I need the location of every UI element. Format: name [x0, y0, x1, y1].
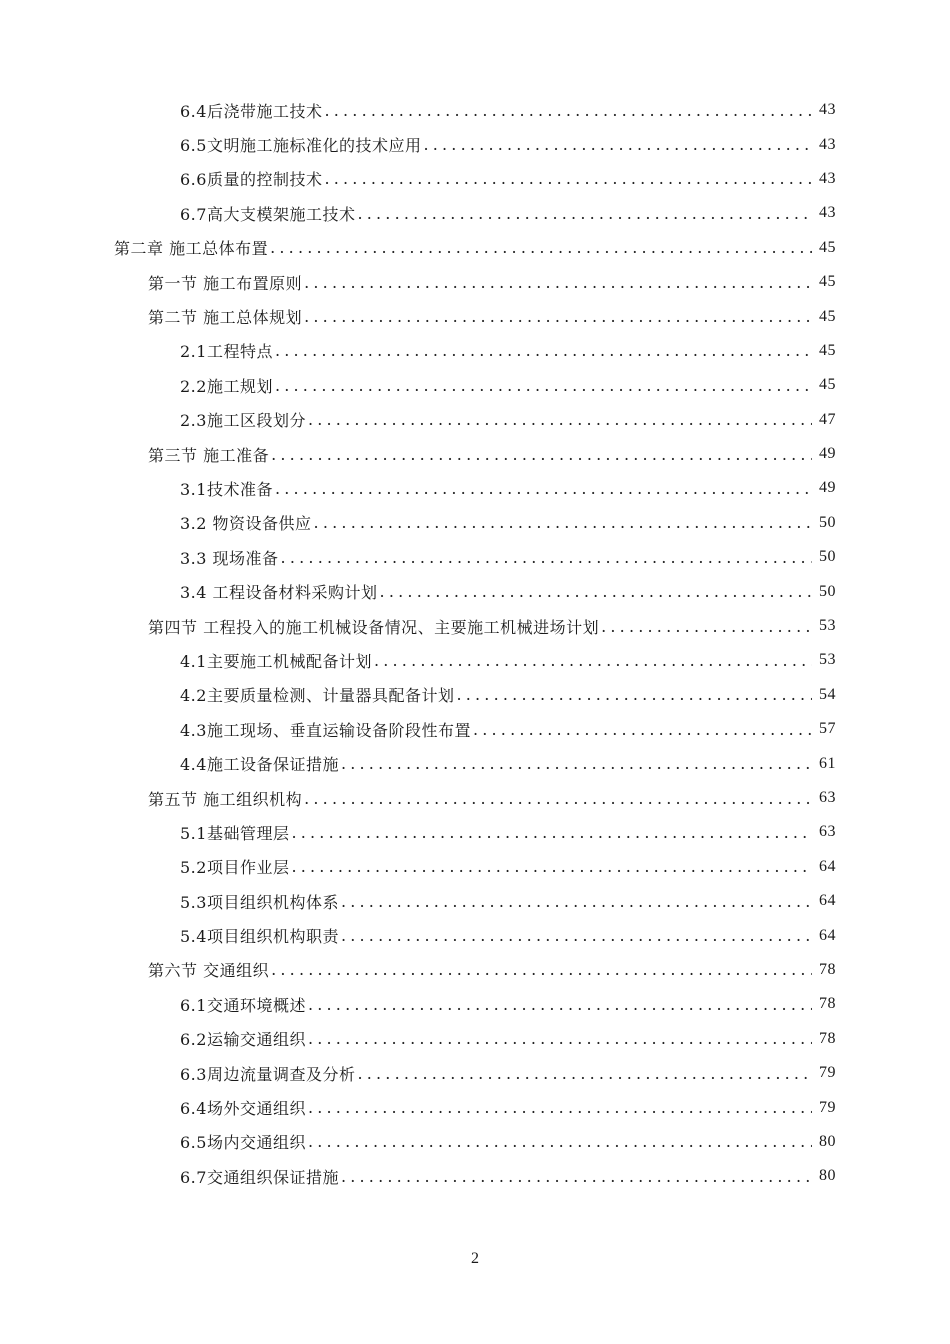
toc-entry-page: 50 — [819, 513, 836, 531]
toc-entry[interactable] — [0, 574, 950, 608]
toc-entry-title: 4.4施工设备保证措施 — [180, 755, 339, 775]
toc-entry-title: 5.2项目作业层 — [180, 858, 290, 878]
toc-entry-page: 43 — [819, 204, 836, 222]
toc-entry-page: 53 — [819, 617, 836, 635]
toc-entry[interactable] — [0, 609, 950, 643]
toc-dot-leader — [270, 238, 812, 257]
toc-entry-title: 2.2施工规划 — [180, 376, 273, 396]
toc-dot-leader — [357, 204, 812, 223]
toc-dot-leader — [275, 479, 812, 498]
toc-dot-leader — [423, 135, 812, 154]
toc-entry-title: 5.3项目组织机构体系 — [180, 892, 339, 912]
toc-entry-title: 6.3周边流量调查及分析 — [180, 1064, 356, 1084]
toc-dot-leader — [357, 1064, 812, 1083]
toc-entry-page: 45 — [819, 341, 836, 359]
toc-entry-page: 80 — [819, 1132, 836, 1150]
toc-entry-page: 53 — [819, 651, 836, 669]
toc-entry[interactable] — [0, 1125, 950, 1159]
toc-entry-title: 第四节 工程投入的施工机械设备情况、主要施工机械进场计划 — [148, 617, 600, 637]
toc-entry[interactable] — [0, 1090, 950, 1124]
toc-entry[interactable] — [0, 850, 950, 884]
toc-entry-page: 45 — [819, 376, 836, 394]
toc-entry-title: 第三节 施工准备 — [148, 445, 270, 465]
toc-dot-leader — [291, 857, 812, 876]
toc-entry-title: 6.5场内交通组织 — [180, 1133, 306, 1153]
toc-dot-leader — [341, 892, 812, 911]
toc-entry[interactable] — [0, 93, 950, 127]
toc-entry-title: 6.4后浇带施工技术 — [180, 101, 323, 121]
toc-entry-page: 79 — [819, 1064, 836, 1082]
toc-entry-title: 5.1基础管理层 — [180, 823, 290, 843]
toc-entry[interactable] — [0, 746, 950, 780]
toc-entry-title: 4.1主要施工机械配备计划 — [180, 651, 372, 671]
toc-entry[interactable] — [0, 1056, 950, 1090]
toc-entry-title: 6.7交通组织保证措施 — [180, 1167, 339, 1187]
toc-entry-page: 61 — [819, 754, 836, 772]
toc-entry-page: 49 — [819, 479, 836, 497]
toc-entry-title: 5.4项目组织机构职责 — [180, 927, 339, 947]
toc-dot-leader — [324, 169, 812, 188]
toc-entry[interactable] — [0, 162, 950, 196]
toc-entry[interactable] — [0, 987, 950, 1021]
toc-dot-leader — [341, 754, 812, 773]
toc-entry-page: 78 — [819, 995, 836, 1013]
toc-dot-leader — [291, 823, 812, 842]
toc-dot-leader — [456, 685, 812, 704]
toc-dot-leader — [308, 1098, 812, 1117]
toc-dot-leader — [275, 376, 812, 395]
toc-entry-page: 43 — [819, 169, 836, 187]
toc-entry[interactable] — [0, 1159, 950, 1193]
toc-entry-page: 63 — [819, 789, 836, 806]
toc-entry-title: 第一节 施工布置原则 — [148, 273, 303, 293]
toc-entry-page: 45 — [819, 307, 836, 325]
toc-entry[interactable] — [0, 403, 950, 437]
toc-entry-title: 6.1交通环境概述 — [180, 995, 306, 1015]
toc-dot-leader — [308, 1132, 812, 1151]
toc-entry-title: 3.3 现场准备 — [180, 548, 279, 568]
toc-entry[interactable] — [0, 884, 950, 918]
toc-entry[interactable] — [0, 815, 950, 849]
toc-entry-page: 64 — [819, 926, 836, 944]
toc-dot-leader — [304, 307, 812, 326]
toc-entry-title: 6.7高大支模架施工技术 — [180, 204, 356, 224]
toc-entry-title: 4.2主要质量检测、计量器具配备计划 — [180, 686, 455, 706]
toc-entry[interactable] — [0, 127, 950, 161]
toc-entry[interactable] — [0, 953, 950, 987]
toc-dot-leader — [308, 995, 812, 1014]
toc-dot-leader — [304, 273, 812, 292]
toc-entry[interactable] — [0, 643, 950, 677]
toc-dot-leader — [341, 926, 812, 945]
toc-entry[interactable] — [0, 712, 950, 746]
toc-entry[interactable] — [0, 918, 950, 952]
toc-dot-leader — [308, 1029, 812, 1048]
toc-entry-page: 80 — [819, 1167, 836, 1185]
toc-entry-title: 3.4 工程设备材料采购计划 — [180, 583, 378, 603]
toc-entry-title: 2.1工程特点 — [180, 342, 273, 362]
toc-dot-leader — [271, 960, 812, 979]
toc-entry-title: 3.1技术准备 — [180, 479, 273, 499]
toc-dot-leader — [374, 651, 812, 670]
toc-entry-title: 2.3施工区段划分 — [180, 411, 306, 431]
toc-dot-leader — [380, 582, 812, 601]
toc-entry[interactable] — [0, 368, 950, 402]
toc-entry[interactable] — [0, 299, 950, 333]
toc-entry-page: 64 — [819, 857, 836, 875]
toc-entry-title: 第二章 施工总体布置 — [114, 239, 269, 259]
toc-dot-leader — [601, 617, 812, 636]
toc-entry[interactable] — [0, 781, 950, 815]
page-number: 2 — [471, 1250, 479, 1267]
toc-entry-page: 43 — [819, 101, 836, 119]
toc-entry-page: 78 — [819, 1029, 836, 1047]
toc-entry[interactable] — [0, 540, 950, 574]
toc-entry-page: 64 — [819, 892, 836, 910]
toc-entry[interactable] — [0, 334, 950, 368]
toc-entry-page: 54 — [819, 685, 836, 703]
toc-entry[interactable] — [0, 196, 950, 230]
toc-entry[interactable] — [0, 678, 950, 712]
toc-entry[interactable] — [0, 471, 950, 505]
toc-entry-page: 47 — [819, 410, 836, 428]
toc-dot-leader — [271, 445, 812, 464]
table-of-contents — [0, 93, 950, 1194]
toc-entry-page: 45 — [819, 238, 836, 256]
toc-entry-page: 57 — [819, 720, 836, 738]
toc-entry[interactable] — [0, 231, 950, 265]
toc-dot-leader — [473, 720, 812, 739]
toc-entry-title: 4.3施工现场、垂直运输设备阶段性布置 — [180, 720, 471, 740]
toc-entry-title: 6.4场外交通组织 — [180, 1099, 306, 1119]
toc-entry-page: 43 — [819, 135, 836, 153]
toc-entry-title: 第五节 施工组织机构 — [148, 789, 303, 809]
toc-entry-title: 3.2 物资设备供应 — [180, 514, 312, 534]
toc-dot-leader — [314, 513, 812, 532]
toc-entry[interactable] — [0, 265, 950, 299]
toc-entry-page: 50 — [819, 548, 836, 566]
toc-entry[interactable] — [0, 1022, 950, 1056]
toc-dot-leader — [275, 341, 812, 360]
toc-entry-page: 79 — [819, 1098, 836, 1116]
toc-dot-leader — [281, 548, 812, 567]
toc-entry-page: 63 — [819, 823, 836, 841]
toc-dot-leader — [308, 410, 812, 429]
toc-entry-title: 6.6质量的控制技术 — [180, 170, 323, 190]
toc-entry-title: 第六节 交通组织 — [148, 961, 270, 981]
toc-entry-page: 78 — [819, 960, 836, 978]
toc-entry-page: 45 — [819, 273, 836, 291]
toc-entry-title: 6.2运输交通组织 — [180, 1030, 306, 1050]
toc-entry[interactable] — [0, 506, 950, 540]
toc-entry-title: 6.5文明施工施标准化的技术应用 — [180, 136, 422, 156]
toc-entry-page: 50 — [819, 582, 836, 600]
toc-dot-leader — [304, 789, 812, 808]
toc-entry-page: 49 — [819, 445, 836, 463]
toc-entry[interactable] — [0, 437, 950, 471]
toc-dot-leader — [324, 101, 812, 120]
toc-dot-leader — [341, 1167, 812, 1186]
toc-entry-title: 第二节 施工总体规划 — [148, 308, 303, 328]
